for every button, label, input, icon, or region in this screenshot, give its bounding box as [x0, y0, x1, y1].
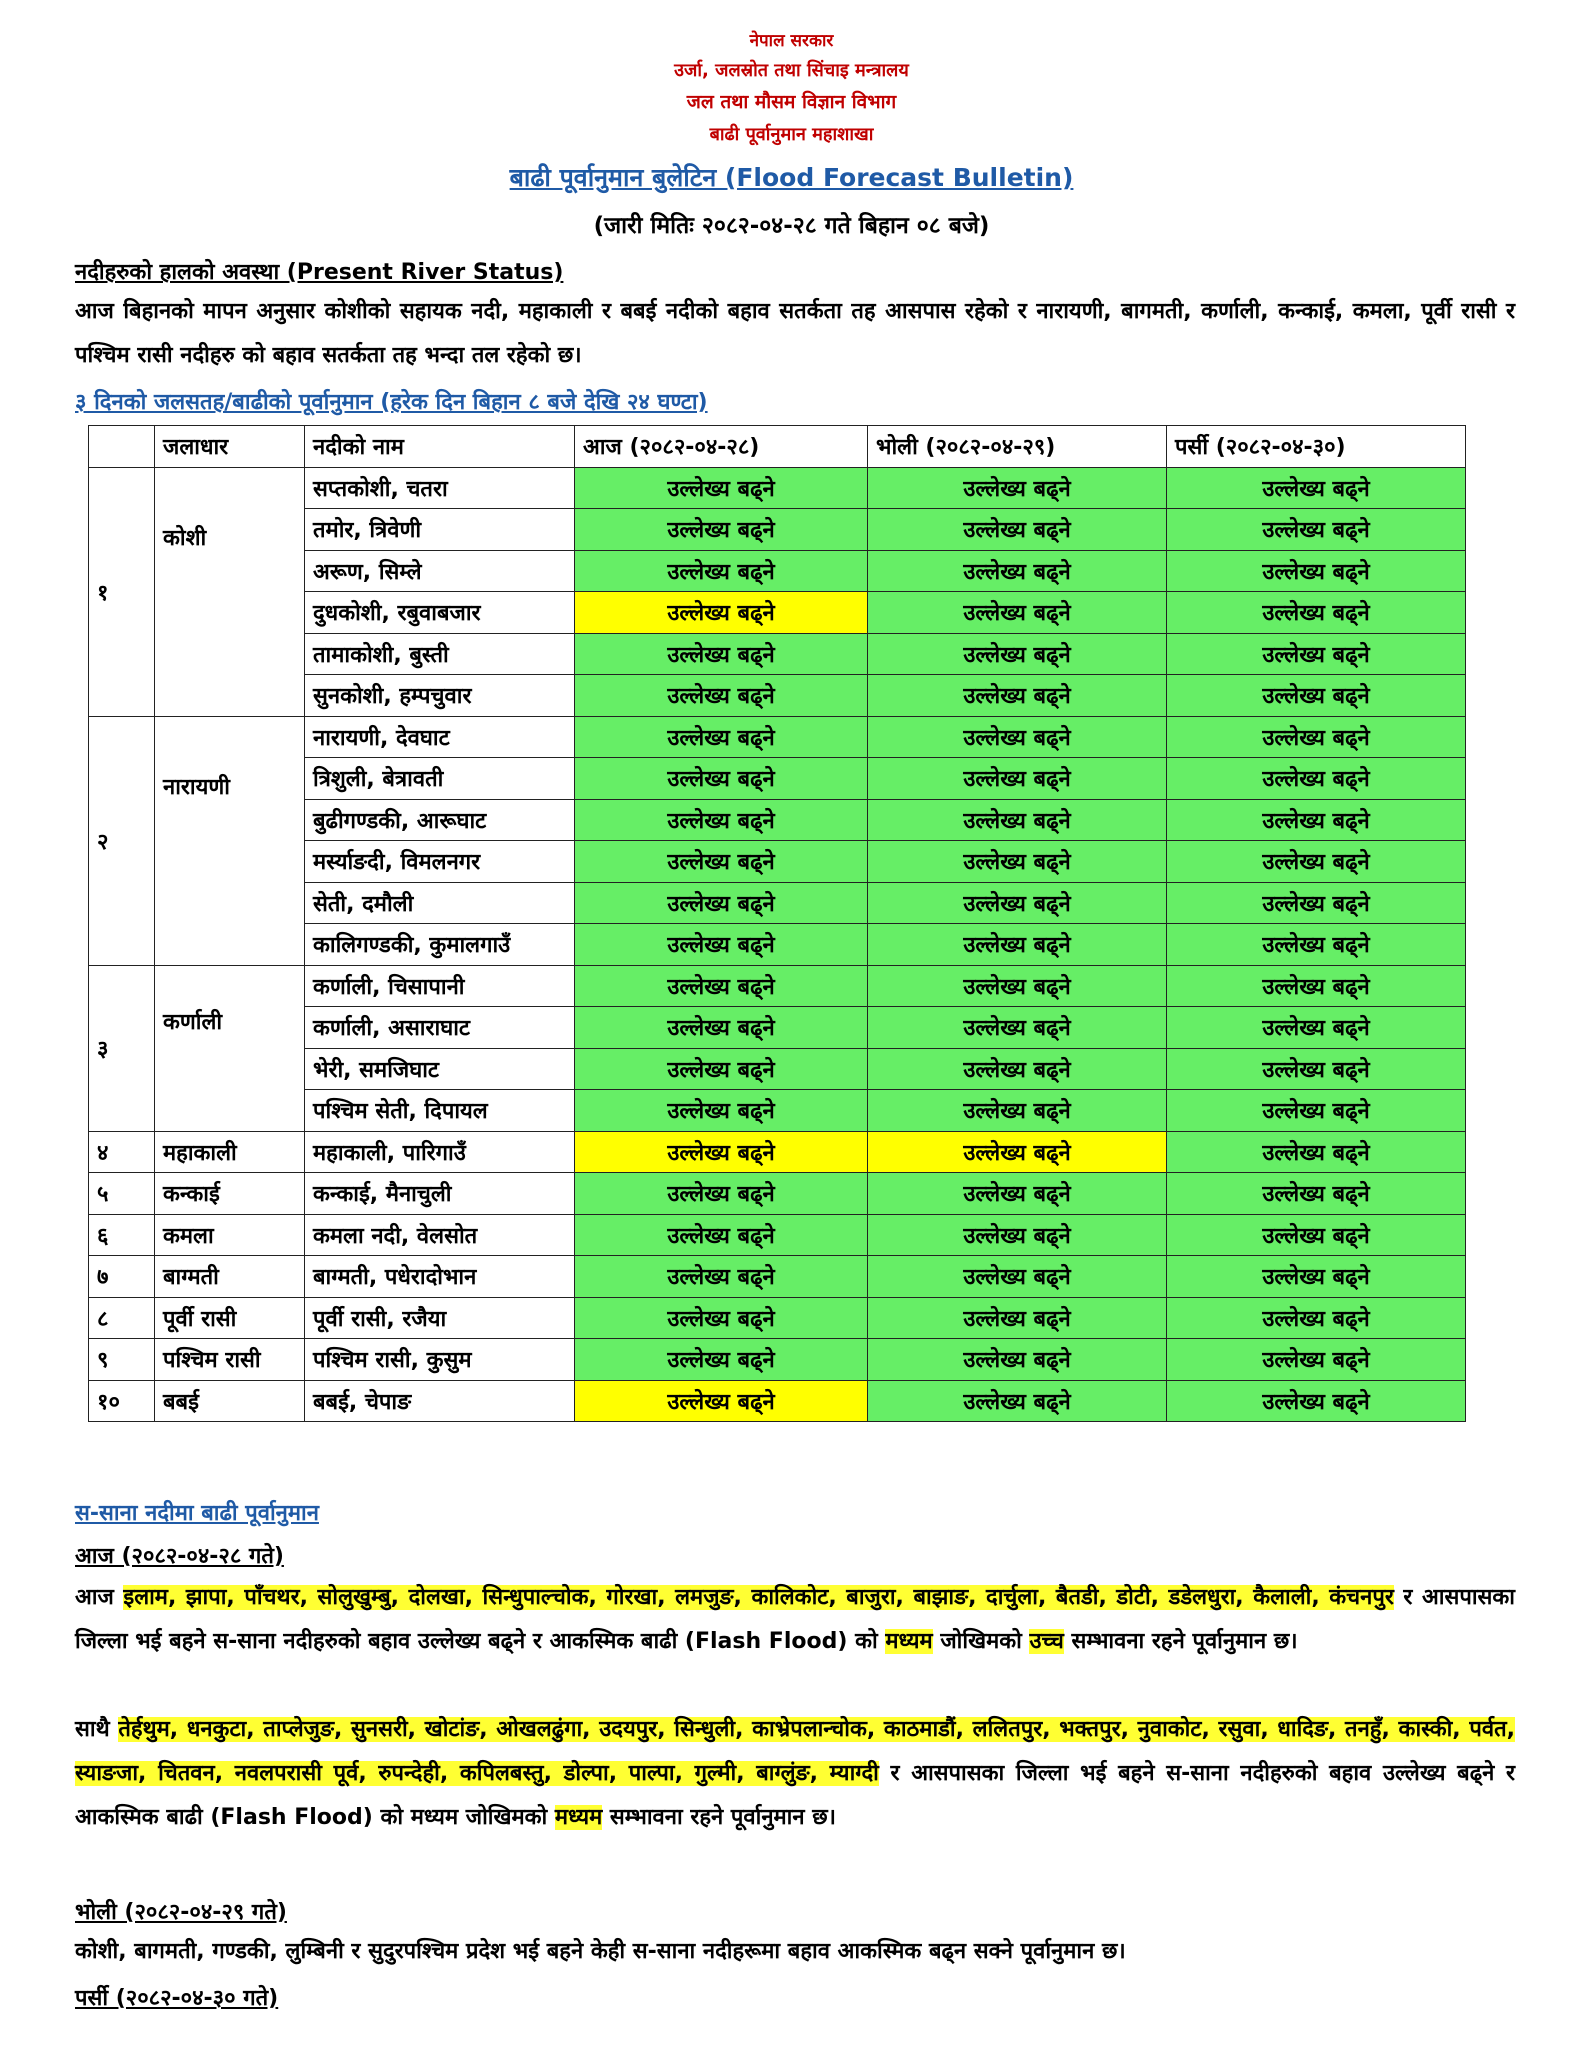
forecast-today-cell: उल्लेख्य बढ्ने [575, 1131, 868, 1173]
p1-mid2: जोखिमको [932, 1629, 1030, 1654]
forecast-today-cell: उल्लेख्य बढ्ने [575, 924, 868, 966]
p2-prefix: साथै [75, 1717, 119, 1742]
table-row [89, 467, 1466, 509]
p2-probability: मध्यम [554, 1805, 603, 1830]
header-ministry: उर्जा, जलस्रोत तथा सिंचाइ मन्त्रालय [674, 60, 909, 81]
forecast-tomorrow-cell: उल्लेख्य बढ्ने [868, 1131, 1167, 1173]
p1-risk: मध्यम [885, 1629, 933, 1654]
forecast-dayafter-cell: उल्लेख्य बढ्ने [1167, 924, 1466, 966]
basin-number: ७ [89, 1256, 155, 1298]
basin-name: बबई [155, 1380, 305, 1422]
river-station: दुधकोशी, रबुवाबजार [305, 592, 575, 634]
forecast-tomorrow-cell: उल्लेख्य बढ्ने [868, 467, 1167, 509]
forecast-tomorrow-cell: उल्लेख्य बढ्ने [868, 799, 1167, 841]
col-header-river: नदीको नाम [305, 426, 575, 468]
bulletin-title: बाढी पूर्वानुमान बुलेटिन (Flood Forecast Bulletin) [509, 163, 1074, 192]
p1-suffix: सम्भावना रहने पूर्वानुमान छ। [1063, 1629, 1298, 1654]
forecast-today-cell: उल्लेख्य बढ्ने [575, 1339, 868, 1381]
forecast-dayafter-cell: उल्लेख्य बढ्ने [1167, 965, 1466, 1007]
forecast-tomorrow-cell: उल्लेख्य बढ्ने [868, 675, 1167, 717]
forecast-table [88, 425, 1466, 1422]
table-row [89, 1131, 1466, 1173]
forecast-tomorrow-cell: उल्लेख्य बढ्ने [868, 965, 1167, 1007]
basin-number: ४ [89, 1131, 155, 1173]
river-station: त्रिशुली, बेत्रावती [305, 758, 575, 800]
forecast-table-body [89, 467, 1466, 1422]
basin-name: महाकाली [155, 1131, 305, 1173]
col-header-basin: जलाधार [155, 426, 305, 468]
forecast-today-cell: उल्लेख्य बढ्ने [575, 716, 868, 758]
today-heading: आज (२०८२-०४-२८ गते) [75, 1544, 284, 1569]
small-rivers-heading: स-साना नदीमा बाढी पूर्वानुमान [75, 1501, 319, 1526]
river-station: बुढीगण्डकी, आरूघाट [305, 799, 575, 841]
river-station: पश्चिम सेती, दिपायल [305, 1090, 575, 1132]
col-header-no [89, 426, 155, 468]
basin-name: कन्काई [155, 1173, 305, 1215]
forecast-tomorrow-cell: उल्लेख्य बढ्ने [868, 841, 1167, 883]
forecast-tomorrow-cell: उल्लेख्य बढ्ने [868, 1380, 1167, 1422]
river-station: भेरी, समजिघाट [305, 1048, 575, 1090]
basin-name: बाग्मती [155, 1256, 305, 1298]
table-row [89, 1173, 1466, 1215]
forecast-today-cell: उल्लेख्य बढ्ने [575, 882, 868, 924]
forecast-tomorrow-cell: उल्लेख्य बढ्ने [868, 1173, 1167, 1215]
basin-name: पूर्वी रासी [155, 1297, 305, 1339]
forecast-tomorrow-cell: उल्लेख्य बढ्ने [868, 1214, 1167, 1256]
forecast-dayafter-cell: उल्लेख्य बढ्ने [1167, 1214, 1466, 1256]
forecast-tomorrow-cell: उल्लेख्य बढ्ने [868, 633, 1167, 675]
present-status-text: आज बिहानको मापन अनुसार कोशीको सहायक नदी, महाकाली र बबई नदीको बहाव सतर्कता तह आसपास रहेको र नारायणी, बागमती, कर्णाली, कन्काई, कमला, पूर्वी रासी र पश्चिम रासी नदीहरु को बहाव सतर्कता तह भन्दा तल रहेको छ। [75, 299, 1515, 368]
p2-mid: र आसपासका जिल्ला भई बहने स-साना नदीहरुको बहाव उल्लेख्य बढ्ने र आकस्मिक बाढी (Flash Flood) को मध्यम जोखिमको [75, 1761, 1515, 1830]
forecast-tomorrow-cell: उल्लेख्य बढ्ने [868, 1297, 1167, 1339]
table-row [89, 1214, 1466, 1256]
forecast-today-cell: उल्लेख्य बढ्ने [575, 799, 868, 841]
basin-number: ६ [89, 1214, 155, 1256]
river-station: पूर्वी रासी, रजैया [305, 1297, 575, 1339]
p2-suffix: सम्भावना रहने पूर्वानुमान छ। [602, 1805, 837, 1830]
river-station: कमला नदी, वेलसोत [305, 1214, 575, 1256]
today-paragraph-2 [75, 1708, 1515, 1840]
col-header-today: आज (२०८२-०४-२८) [575, 426, 868, 468]
river-station: कर्णाली, चिसापानी [305, 965, 575, 1007]
basin-name: कर्णाली [155, 965, 305, 1131]
forecast-today-cell: उल्लेख्य बढ्ने [575, 550, 868, 592]
tomorrow-heading: भोली (२०८२-०४-२९ गते) [75, 1900, 287, 1925]
table-row [89, 965, 1466, 1007]
header-government: नेपाल सरकार [749, 31, 834, 51]
forecast-dayafter-cell: उल्लेख्य बढ्ने [1167, 1380, 1466, 1422]
today-paragraph-1 [75, 1576, 1515, 1664]
forecast-dayafter-cell: उल्लेख्य बढ्ने [1167, 1339, 1466, 1381]
forecast-dayafter-cell: उल्लेख्य बढ्ने [1167, 882, 1466, 924]
forecast-today-cell: उल्लेख्य बढ्ने [575, 467, 868, 509]
forecast-tomorrow-cell: उल्लेख्य बढ्ने [868, 1007, 1167, 1049]
forecast-dayafter-cell: उल्लेख्य बढ्ने [1167, 550, 1466, 592]
forecast-dayafter-cell: उल्लेख्य बढ्ने [1167, 675, 1466, 717]
forecast-today-cell: उल्लेख्य बढ्ने [575, 1380, 868, 1422]
forecast-dayafter-cell: उल्लेख्य बढ्ने [1167, 1090, 1466, 1132]
river-station: नारायणी, देवघाट [305, 716, 575, 758]
p1-prefix: आज [75, 1585, 124, 1610]
forecast-dayafter-cell: उल्लेख्य बढ्ने [1167, 1256, 1466, 1298]
present-status-heading: नदीहरुको हालको अवस्था (Present River Status) [75, 260, 564, 285]
forecast-today-cell: उल्लेख्य बढ्ने [575, 1007, 868, 1049]
basin-number: २ [89, 716, 155, 965]
basin-number: ५ [89, 1173, 155, 1215]
forecast-dayafter-cell: उल्लेख्य बढ्ने [1167, 467, 1466, 509]
forecast-heading: ३ दिनको जलसतह/बाढीको पूर्वानुमान (हरेक दिन बिहान ८ बजे देखि २४ घण्टा) [75, 390, 708, 415]
forecast-dayafter-cell: उल्लेख्य बढ्ने [1167, 716, 1466, 758]
forecast-dayafter-cell: उल्लेख्य बढ्ने [1167, 509, 1466, 551]
forecast-dayafter-cell: उल्लेख्य बढ्ने [1167, 758, 1466, 800]
p1-mid: र आसपासका जिल्ला भई बहने स-साना नदीहरुको बहाव उल्लेख्य बढ्ने र आकस्मिक बाढी (Flash Flood) को [75, 1585, 1515, 1654]
river-station: पश्चिम रासी, कुसुम [305, 1339, 575, 1381]
forecast-dayafter-cell: उल्लेख्य बढ्ने [1167, 1131, 1466, 1173]
forecast-tomorrow-cell: उल्लेख्य बढ्ने [868, 592, 1167, 634]
header-division: बाढी पूर्वानुमान महाशाखा [709, 124, 874, 145]
dayafter-heading: पर्सी (२०८२-०४-३० गते) [75, 1986, 279, 2011]
forecast-tomorrow-cell: उल्लेख्य बढ्ने [868, 1048, 1167, 1090]
forecast-today-cell: उल्लेख्य बढ्ने [575, 592, 868, 634]
forecast-today-cell: उल्लेख्य बढ्ने [575, 1090, 868, 1132]
forecast-dayafter-cell: उल्लेख्य बढ्ने [1167, 633, 1466, 675]
river-station: कर्णाली, असाराघाट [305, 1007, 575, 1049]
col-header-dayafter: पर्सी (२०८२-०४-३०) [1167, 426, 1466, 468]
forecast-today-cell: उल्लेख्य बढ्ने [575, 965, 868, 1007]
river-station: कन्काई, मैनाचुली [305, 1173, 575, 1215]
forecast-today-cell: उल्लेख्य बढ्ने [575, 509, 868, 551]
basin-number: ३ [89, 965, 155, 1131]
river-station: मर्स्याङदी, विमलनगर [305, 841, 575, 883]
forecast-today-cell: उल्लेख्य बढ्ने [575, 841, 868, 883]
forecast-tomorrow-cell: उल्लेख्य बढ्ने [868, 716, 1167, 758]
tomorrow-text: कोशी, बागमती, गण्डकी, लुम्बिनी र सुदुरपश्चिम प्रदेश भई बहने केही स-साना नदीहरूमा बहाव आकस्मिक बढ्न सक्ने पूर्वानुमान छ। [75, 1939, 1126, 1964]
table-row [89, 1297, 1466, 1339]
river-station: कालिगण्डकी, कुमालगाउँ [305, 924, 575, 966]
forecast-dayafter-cell: उल्लेख्य बढ्ने [1167, 592, 1466, 634]
forecast-tomorrow-cell: उल्लेख्य बढ्ने [868, 882, 1167, 924]
river-station: सुनकोशी, हम्पचुवार [305, 675, 575, 717]
forecast-today-cell: उल्लेख्य बढ्ने [575, 1048, 868, 1090]
header-department: जल तथा मौसम विज्ञान विभाग [686, 91, 897, 113]
basin-number: १० [89, 1380, 155, 1422]
forecast-dayafter-cell: उल्लेख्य बढ्ने [1167, 1048, 1466, 1090]
table-row [89, 1339, 1466, 1381]
forecast-dayafter-cell: उल्लेख्य बढ्ने [1167, 1297, 1466, 1339]
forecast-tomorrow-cell: उल्लेख्य बढ्ने [868, 550, 1167, 592]
forecast-today-cell: उल्लेख्य बढ्ने [575, 758, 868, 800]
forecast-today-cell: उल्लेख्य बढ्ने [575, 1256, 868, 1298]
river-station: महाकाली, पारिगाउँ [305, 1131, 575, 1173]
forecast-today-cell: उल्लेख्य बढ्ने [575, 1214, 868, 1256]
table-header-row [89, 426, 1466, 468]
forecast-today-cell: उल्लेख्य बढ्ने [575, 675, 868, 717]
forecast-today-cell: उल्लेख्य बढ्ने [575, 633, 868, 675]
forecast-tomorrow-cell: उल्लेख्य बढ्ने [868, 758, 1167, 800]
basin-name: पश्चिम रासी [155, 1339, 305, 1381]
table-row [89, 716, 1466, 758]
river-station: सेती, दमौली [305, 882, 575, 924]
p1-probability: उच्च [1029, 1629, 1064, 1654]
forecast-dayafter-cell: उल्लेख्य बढ्ने [1167, 799, 1466, 841]
forecast-tomorrow-cell: उल्लेख्य बढ्ने [868, 1339, 1167, 1381]
basin-number: ९ [89, 1339, 155, 1381]
basin-number: ८ [89, 1297, 155, 1339]
forecast-dayafter-cell: उल्लेख्य बढ्ने [1167, 1173, 1466, 1215]
forecast-tomorrow-cell: उल्लेख्य बढ्ने [868, 1090, 1167, 1132]
basin-name: कमला [155, 1214, 305, 1256]
forecast-tomorrow-cell: उल्लेख्य बढ्ने [868, 1256, 1167, 1298]
forecast-tomorrow-cell: उल्लेख्य बढ्ने [868, 924, 1167, 966]
basin-number: १ [89, 467, 155, 716]
basin-name: नारायणी [155, 716, 305, 965]
forecast-dayafter-cell: उल्लेख्य बढ्ने [1167, 1007, 1466, 1049]
river-station: बबई, चेपाङ [305, 1380, 575, 1422]
p2-districts: तेर्हथुम, धनकुटा, ताप्लेजुङ, सुनसरी, खोटांङ, ओखलढुंगा, उदयपुर, सिन्धुली, काभ्रेपलान्चोक, काठमाडौं, ललितपुर, भक्तपुर, नुवाकोट, रसुवा, धादिङ, तनहुँ, कास्की, पर्वत, स्याङजा, चितवन, नवलपरासी पूर्व, रुपन्देही, कपिलबस्तु, डोल्पा, पाल्पा, गुल्मी, बाग्लुंङ, म्याग्दी [75, 1717, 1515, 1786]
forecast-today-cell: उल्लेख्य बढ्ने [575, 1173, 868, 1215]
table-row [89, 1380, 1466, 1422]
basin-name: कोशी [155, 467, 305, 716]
col-header-tomorrow: भोली (२०८२-०४-२९) [868, 426, 1167, 468]
issue-date: (जारी मितिः २०८२-०४-२८ गते बिहान ०८ बजे) [593, 213, 990, 239]
river-station: तामाकोशी, बुस्ती [305, 633, 575, 675]
forecast-tomorrow-cell: उल्लेख्य बढ्ने [868, 509, 1167, 551]
river-station: तमोर, त्रिवेणी [305, 509, 575, 551]
forecast-dayafter-cell: उल्लेख्य बढ्ने [1167, 841, 1466, 883]
forecast-today-cell: उल्लेख्य बढ्ने [575, 1297, 868, 1339]
river-station: अरूण, सिम्ले [305, 550, 575, 592]
river-station: सप्तकोशी, चतरा [305, 467, 575, 509]
table-row [89, 1256, 1466, 1298]
river-station: बाग्मती, पधेरादोभान [305, 1256, 575, 1298]
p1-districts: इलाम, झापा, पाँचथर, सोलुखुम्बु, दोलखा, सिन्धुपाल्चोक, गोरखा, लमजुङ, कालिकोट, बाजुरा, बाझाङ, दार्चुला, बैतडी, डोटी, डडेलधुरा, कैलाली, कंचनपुर [123, 1585, 1394, 1610]
